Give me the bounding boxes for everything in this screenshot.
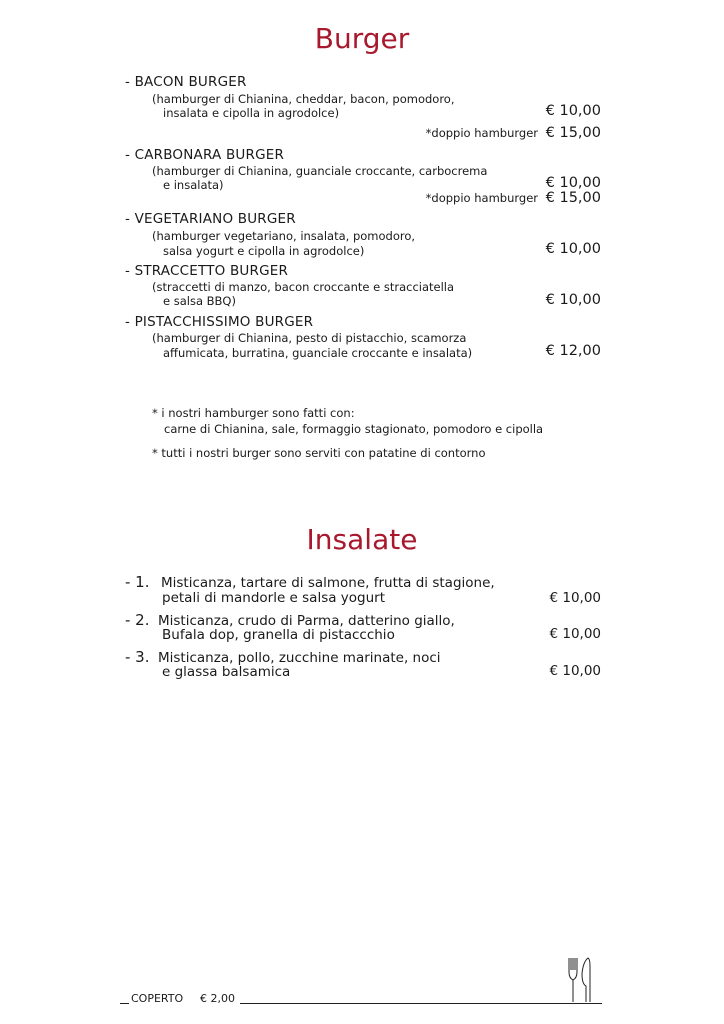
note-ingredients-list: carne di Chianina, sale, formaggio stagionato, pomodoro e cipolla	[164, 422, 544, 436]
item-description: e insalata)	[163, 178, 224, 192]
item-description: (hamburger di Chianina, pesto di pistacchio, scamorza	[152, 331, 467, 345]
item-description: (straccetti di manzo, bacon croccante e stracciatella	[152, 280, 455, 294]
item-description: petali di mandorle e salsa yogurt	[162, 590, 386, 606]
section-title-insalate: Insalate	[306, 523, 418, 556]
item-description: e salsa BBQ)	[163, 294, 236, 308]
footer-rule-right	[240, 1003, 602, 1004]
double-price: € 15,00	[545, 190, 601, 206]
item-description: (hamburger di Chianina, cheddar, bacon, pomodoro,	[152, 92, 455, 106]
item-name: - PISTACCHISSIMO BURGER	[125, 314, 314, 330]
item-name: - BACON BURGER	[125, 74, 247, 90]
item-price: € 10,00	[549, 590, 601, 606]
item-description: Misticanza, tartare di salmone, frutta di stagione,	[161, 575, 495, 591]
item-number: - 2.	[125, 611, 150, 629]
coperto-price: € 2,00	[200, 992, 235, 1005]
fork-and-knife-icon	[566, 956, 594, 1004]
item-description: (hamburger vegetariano, insalata, pomodoro,	[152, 229, 416, 243]
item-price: € 10,00	[549, 626, 601, 642]
double-price: € 15,00	[545, 125, 601, 141]
item-name: - CARBONARA BURGER	[125, 147, 285, 163]
item-price: € 10,00	[545, 175, 601, 191]
note-side-dish: * tutti i nostri burger sono serviti con patatine di contorno	[152, 446, 486, 460]
double-label: *doppio hamburger	[425, 126, 538, 140]
coperto-label: COPERTO	[131, 992, 184, 1005]
item-description: Misticanza, crudo di Parma, datterino giallo,	[158, 613, 455, 629]
item-description: salsa yogurt e cipolla in agrodolce)	[163, 244, 365, 258]
item-price: € 12,00	[545, 343, 601, 359]
item-number: - 1.	[125, 573, 150, 591]
footer-rule-left	[120, 1003, 129, 1004]
item-number: - 3.	[125, 648, 150, 666]
item-price: € 10,00	[545, 241, 601, 257]
item-description: e glassa balsamica	[162, 664, 291, 680]
item-name: - VEGETARIANO BURGER	[125, 211, 296, 227]
item-description: (hamburger di Chianina, guanciale croccante, carbocrema	[152, 164, 488, 178]
item-price: € 10,00	[545, 103, 601, 119]
item-name: - STRACCETTO BURGER	[125, 263, 289, 279]
item-description: insalata e cipolla in agrodolce)	[163, 106, 340, 120]
item-description: Bufala dop, granella di pistaccchio	[162, 627, 395, 643]
item-description: affumicata, burratina, guanciale croccante e insalata)	[163, 346, 473, 360]
item-price: € 10,00	[545, 292, 601, 308]
item-description: Misticanza, pollo, zucchine marinate, noci	[158, 650, 441, 666]
section-title-burger: Burger	[314, 22, 410, 55]
note-ingredients: * i nostri hamburger sono fatti con:	[152, 406, 355, 420]
double-label: *doppio hamburger	[425, 191, 538, 205]
item-price: € 10,00	[549, 663, 601, 679]
